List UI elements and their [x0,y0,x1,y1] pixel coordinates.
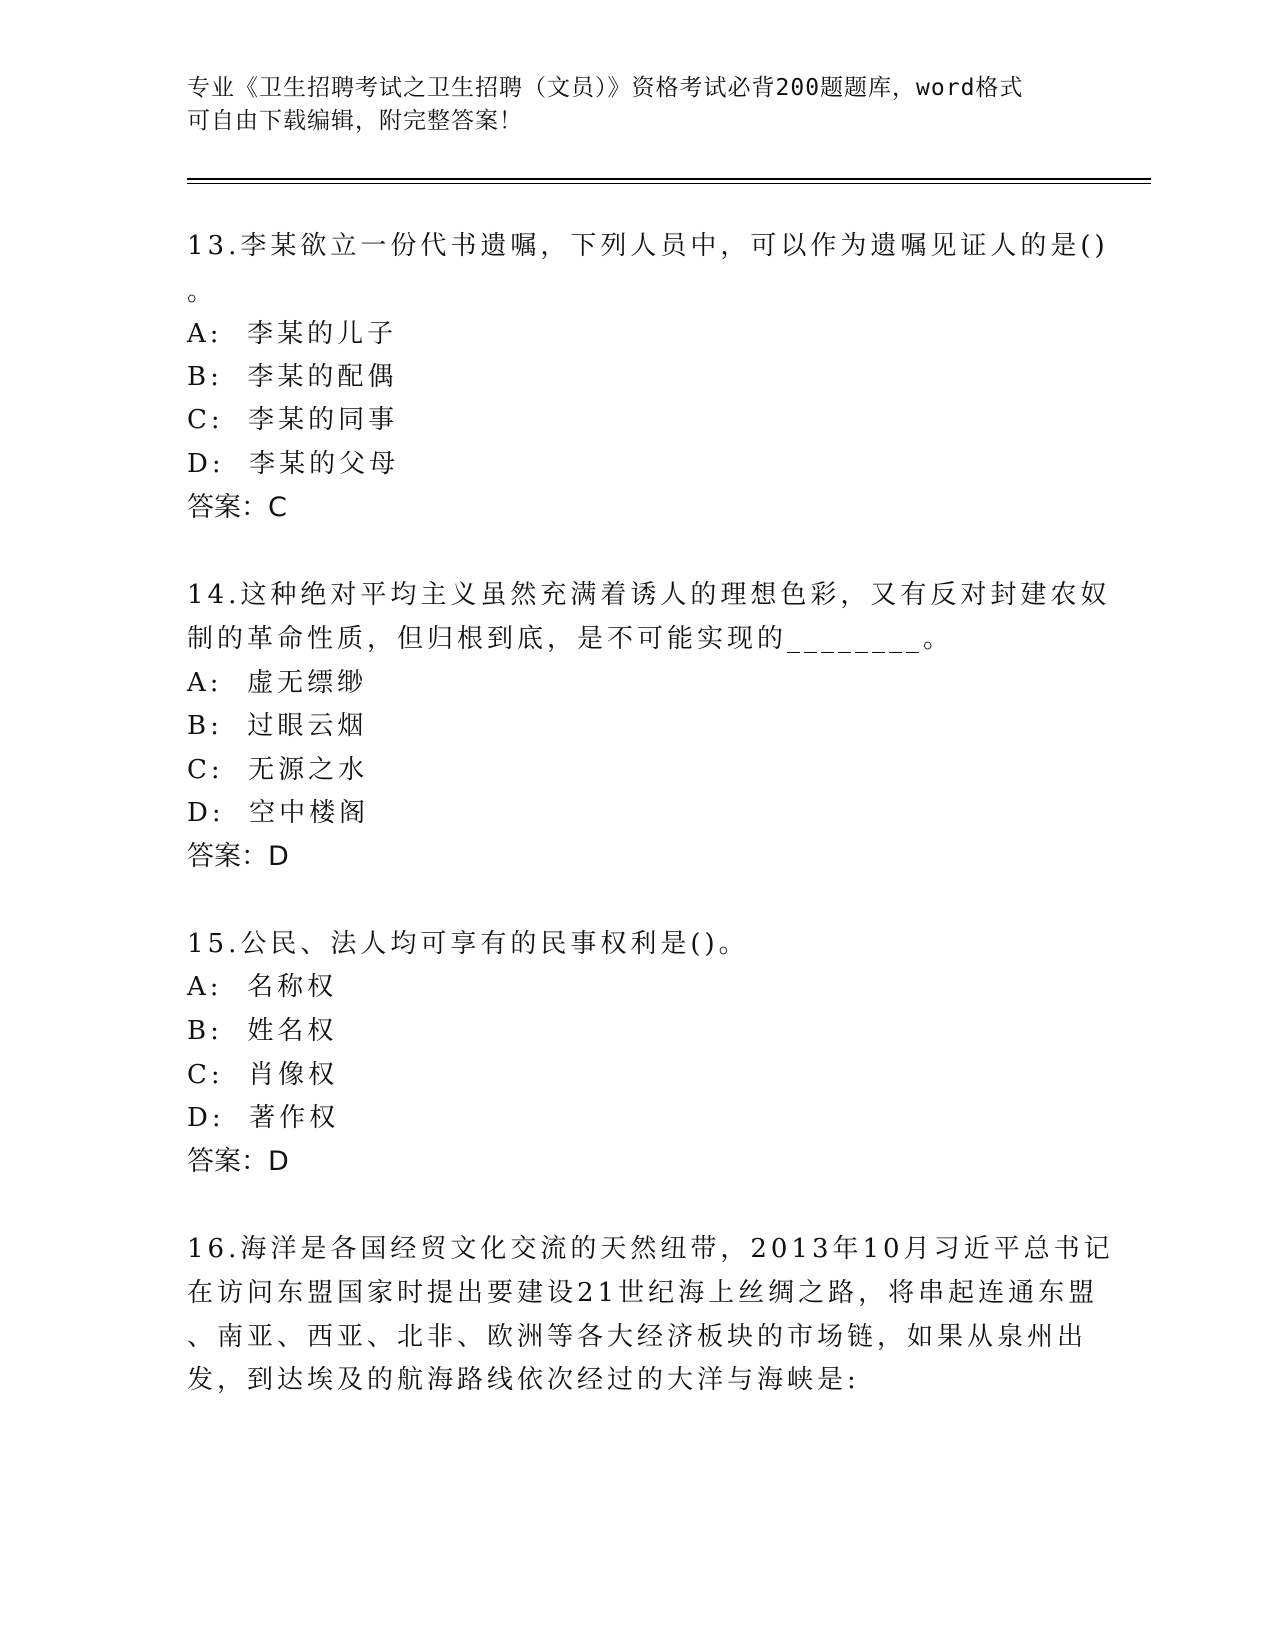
header-divider-thin [187,183,1151,184]
question-15-text-line-1: 15.公民、法人均可享有的民事权利是()。 [187,929,749,959]
question-16-text-line-2: 在访问东盟国家时提出要建设21世纪海上丝绸之路，将串起连通东盟 [187,1278,1099,1308]
header-divider-thick [187,178,1151,180]
question-13-text-line-2: 。 [187,277,218,307]
header-line-2: 可自由下载编辑，附完整答案！ [187,108,523,134]
question-14-option-d: D: 空中楼阁 [187,798,370,828]
question-13-option-c: C: 李某的同事 [187,405,399,435]
question-15-option-d: D: 著作权 [187,1103,340,1133]
question-14-answer: 答案：D [187,841,289,872]
question-13-text-line-1: 13.李某欲立一份代书遗嘱，下列人员中，可以作为遗嘱见证人的是() [187,231,1109,261]
question-13-option-a: A: 李某的儿子 [187,319,398,349]
question-16-text-line-1: 16.海洋是各国经贸文化交流的天然纽带，2013年10月习近平总书记 [187,1234,1114,1264]
question-13-answer: 答案：C [187,492,287,523]
question-14-text-line-1: 14.这种绝对平均主义虽然充满着诱人的理想色彩，又有反对封建农奴 [187,580,1111,610]
question-13-option-d: D: 李某的父母 [187,449,400,479]
question-14-option-c: C: 无源之水 [187,755,369,785]
question-16-text-line-4: 发，到达埃及的航海路线依次经过的大洋与海峡是: [187,1365,860,1395]
question-15-option-a: A: 名称权 [187,972,338,1002]
question-15-option-b: B: 姓名权 [187,1016,338,1046]
header-line-1: 专业《卫生招聘考试之卫生招聘（文员）》资格考试必背200题题库，word格式 [187,75,1024,101]
question-16-text-line-3: 、南亚、西亚、北非、欧洲等各大经济板块的市场链，如果从泉州出 [187,1322,1088,1352]
question-15-answer: 答案：D [187,1146,289,1177]
question-13-option-b: B: 李某的配偶 [187,362,398,392]
question-14-text-line-2: 制的革命性质，但归根到底，是不可能实现的________。 [187,624,954,654]
question-14-option-b: B: 过眼云烟 [187,711,368,741]
document-header [187,72,1067,138]
question-14-option-a: A: 虚无缥缈 [187,668,368,698]
question-15-option-c: C: 肖像权 [187,1060,339,1090]
